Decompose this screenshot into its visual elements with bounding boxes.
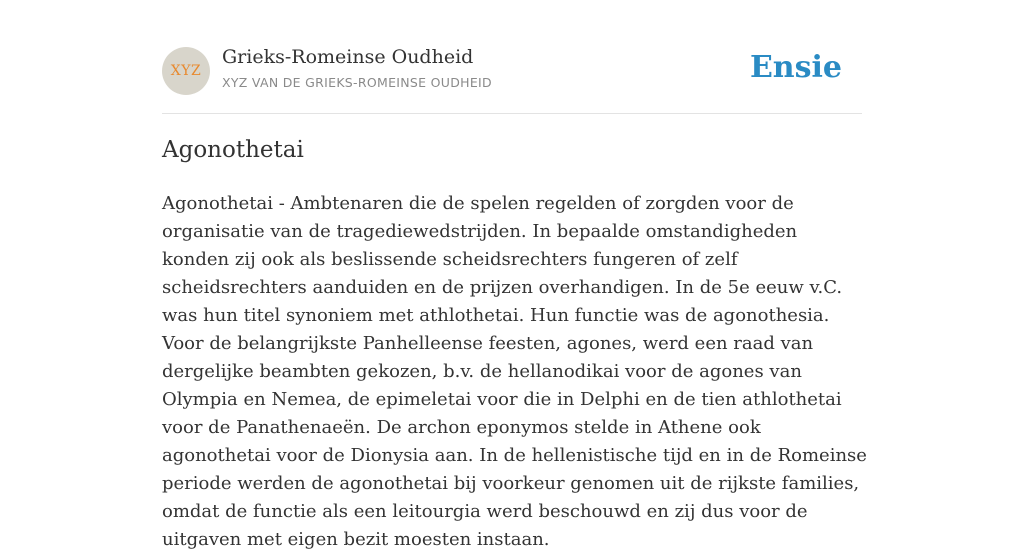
publication-subtitle[interactable]: XYZ VAN DE GRIEKS-ROMEINSE OUDHEID [222, 75, 492, 90]
header-divider [162, 113, 862, 114]
publication-header [162, 46, 862, 96]
ensie-logo[interactable]: Ensie [749, 50, 842, 85]
article-title: Agonothetai [162, 137, 304, 163]
publication-avatar[interactable]: XYZ [162, 47, 210, 95]
article-body: Agonothetai - Ambtenaren die de spelen regelden of zorgden voor de organisatie van de tragediewedstrijden. In bepaalde omstandigheden konden zij ook als beslissende scheidsrechters fungeren of zelf scheidsrechters aanduiden en de prijzen overhandigen. In de 5e eeuw v.C. was hun titel synoniem met athlothetai. Hun functie was de agonothesia. Voor de belangrijkste Panhelleense feesten, agones, werd een raad van dergelijke beambten gekozen, b.v. de hellanodikai voor de agones van Olympia en Nemea, de epimeletai voor die in Delphi en de tien athlothetai voor de Panathenaeën. De archon eponymos stelde in Athene ook agonothetai voor de Dionysia aan. In de hellenistische tijd en in de Romeinse periode werden de agonothetai bij voorkeur genomen uit de rijkste families, omdat de functie als een leitourgia werd beschouwd en zij dus voor de uitgaven met eigen bezit moesten instaan. [162, 193, 867, 550]
publication-title[interactable]: Grieks-Romeinse Oudheid [222, 46, 474, 68]
